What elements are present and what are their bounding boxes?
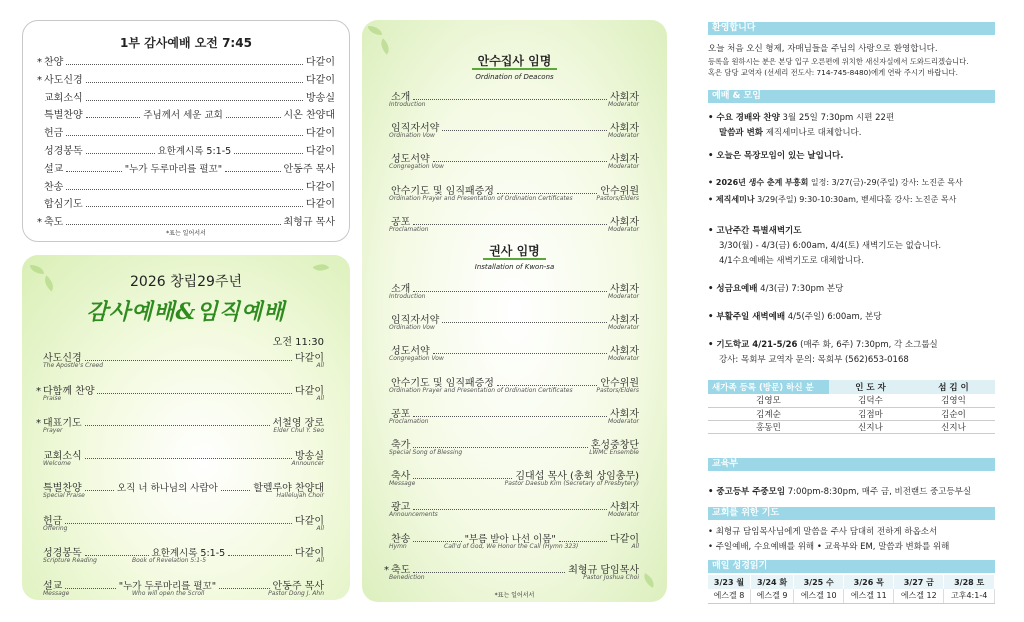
leader-dots [85, 418, 270, 426]
item-leader: 사회자 [610, 315, 639, 327]
item-detail: "누가 두루마리를 펼꼬" [118, 580, 217, 592]
item-leader: 안동주 목사 [283, 163, 335, 175]
item-label: 특별찬양 [44, 110, 83, 122]
item-leader: 사회자 [610, 408, 639, 420]
item-label-english: Message [43, 589, 70, 597]
item-leader: 다같이 [295, 548, 325, 559]
item-label-english: Introduction [389, 101, 426, 108]
leader-dots [221, 483, 250, 491]
reading-day: 3/28 토 [944, 575, 995, 589]
item-leader-english: Elder Chul Y. Seo [273, 427, 324, 434]
leader-dots [225, 164, 280, 172]
item-leader-english: Moderator [608, 511, 639, 519]
newcomer-cell: 신지나 [858, 422, 883, 433]
item-leader: 다같이 [295, 385, 324, 397]
leader-dots [559, 534, 607, 542]
item-leader-english: All [316, 362, 324, 369]
item-label: 헌금 [43, 515, 63, 527]
item-leader: 방송실 [306, 92, 335, 104]
item-leader: 사회자 [610, 502, 639, 514]
item-leader-english: Pastor Joshua Choi [583, 573, 639, 581]
standing-star: * [36, 385, 41, 397]
newcomers-header: 새가족 등록 (방문) 하신 분 [708, 380, 829, 394]
order-row [37, 124, 335, 139]
item-label: 찬송 [44, 181, 64, 193]
prayer-line: • 주일예배, 수요예배를 위해 • 교육부와 EM, 말씀과 변화를 위해 [708, 542, 950, 552]
welcome-line: 오늘 처음 오신 형제, 자매님들을 주님의 사랑으로 환영합니다. [708, 44, 938, 54]
standing-note: *표는 일어서서 [166, 230, 206, 237]
leader-dots [66, 164, 121, 172]
item-leader: 안동주 목사 [272, 580, 324, 592]
leader-dots [86, 110, 141, 118]
leader-dots [86, 146, 155, 154]
reading-day: 3/27 금 [894, 575, 944, 589]
education-header: 교육부 [708, 458, 995, 471]
item-label-english: Message [389, 480, 416, 488]
leader-dots [497, 378, 597, 386]
item-leader-english: Moderator [608, 324, 639, 332]
standing-star: * [36, 418, 41, 429]
prayer-line: • 최형규 담임목사님에게 말씀을 주사 담대히 전하게 하옵소서 [708, 527, 938, 537]
item-leader: 안수위원 [600, 185, 639, 197]
reading-passage: 고후4:1-4 [944, 589, 995, 603]
leader-dots [413, 502, 607, 510]
order-row [36, 512, 324, 527]
item-label-english: Special Praise [43, 492, 85, 499]
item-leader: 사회자 [610, 154, 639, 166]
first-service-card [22, 20, 350, 242]
item-leader: 사회자 [610, 123, 639, 135]
item-label: 축도 [391, 564, 411, 576]
standing-star: * [37, 74, 42, 86]
item-leader: 다같이 [306, 57, 335, 68]
leader-dots [66, 217, 280, 225]
reading-day: 3/23 월 [708, 575, 750, 589]
welcome-line: 혹은 담당 교역자 (선세리 전도사: 714-745-8480)에게 연락 주시기 바랍니다. [708, 68, 958, 77]
item-leader: 시온 찬양대 [283, 110, 335, 122]
item-leader: 다같이 [295, 515, 324, 527]
item-leader: 사회자 [610, 92, 639, 103]
item-label: 성도서약 [391, 154, 430, 166]
item-label: 찬송 [391, 533, 411, 545]
item-label: 헌금 [44, 128, 64, 140]
easter-dawn: • 부활주일 새벽예배 4/5(주일) 6:00am, 본당 [708, 310, 882, 322]
item-leader-english: Moderator [608, 101, 639, 108]
reading-day: 3/24 화 [750, 575, 793, 589]
standing-star: * [384, 564, 389, 576]
item-leader-english: All [316, 557, 324, 564]
item-leader: 김대섭 목사 (총회 상임총무) [515, 471, 639, 483]
anniversary-title: 2026 창립29주년 [130, 274, 242, 290]
reading-day: 3/26 목 [844, 575, 894, 589]
item-label: 합심기도 [44, 199, 83, 211]
calligraphy-title: 감사예배&임직예배 [86, 299, 286, 325]
leader-dots [413, 471, 512, 479]
item-label: 사도신경 [43, 353, 82, 364]
order-row [37, 106, 335, 121]
leader-dots [442, 315, 607, 323]
leader-dots [86, 93, 303, 101]
item-leader: 다같이 [306, 146, 336, 157]
order-row [37, 53, 335, 68]
item-label: 성도서약 [391, 346, 430, 358]
deacons-subtitle: Ordination of Deacons [475, 73, 554, 81]
item-detail-english: Call'd of God, We Honor the Call (Hymn 323) [444, 542, 579, 550]
item-detail: 요한계시록 5:1-5 [151, 548, 226, 559]
item-label-english: Ordination Vow [389, 324, 435, 332]
item-leader: 다같이 [306, 199, 335, 211]
item-label: 설교 [44, 163, 64, 175]
item-label: 안수기도 및 임직패증정 [391, 185, 494, 197]
item-leader: 서철영 장로 [272, 418, 324, 429]
item-leader-english: Moderator [608, 417, 639, 425]
newcomer-cell: 김영익 [941, 396, 966, 407]
item-detail: "부름 받아 나선 이몸" [464, 533, 556, 545]
leader-dots [97, 386, 292, 394]
kwonsa-subtitle: Installation of Kwon-sa [474, 263, 555, 271]
leader-dots [413, 409, 607, 417]
prayer-header: 교회를 위한 기도 [708, 507, 995, 520]
dawn-prayer-detail: 4/1수요예배는 새벽기도로 대체합니다. [719, 256, 864, 266]
reading-passage: 에스겔 11 [844, 589, 894, 603]
item-label: 축가 [391, 440, 411, 451]
order-row [37, 213, 335, 228]
item-label-english: Proclamation [389, 225, 429, 233]
wednesday-worship: • 수요 경배와 찬양 3월 25일 7:30pm 시편 22편 [708, 111, 894, 123]
welcome-line: 등록을 원하시는 분은 본당 입구 오른편에 위치한 새신자실에서 도와드리겠습니다. [708, 57, 969, 66]
item-label: 교회소식 [44, 92, 83, 104]
leader-dots [66, 182, 303, 190]
leader-dots [65, 581, 115, 589]
item-label: 성경봉독 [43, 548, 82, 559]
item-label: 공포 [391, 216, 411, 228]
guide-column-header: 인 도 자 [829, 380, 912, 394]
reading-day: 3/25 수 [794, 575, 844, 589]
reading-passage: 에스겔 10 [794, 589, 844, 603]
item-label-english: Announcements [389, 511, 438, 519]
order-row [37, 142, 335, 157]
item-label-english: Introduction [389, 293, 426, 300]
gatherings-header: 예배 & 모임 [708, 90, 995, 103]
deacon-seminar: • 제직세미나 3/29(주일) 9:30-10:30am, 벧세다홀 강사: 노진준 목사 [708, 194, 956, 205]
leader-dots [497, 186, 597, 194]
wednesday-worship-note: 말씀과 변화 제직세미나로 대체합니다. [719, 128, 862, 138]
item-label-english: Hymn [389, 542, 407, 550]
item-leader-english: Pastors/Elders [596, 194, 639, 202]
leader-dots [433, 154, 607, 162]
prayer-school-detail: 강사: 목회부 교역자 문의: 목회부 (562)653-0168 [719, 355, 909, 365]
item-detail: 주님께서 세운 교회 [143, 110, 223, 122]
reading-header: 매일 성경읽기 [708, 560, 995, 573]
prayer-school: • 기도학교 4/21-5/26 (매주 화, 6주) 7:30pm, 각 소그룹실 [708, 338, 938, 350]
item-detail: 오직 너 하나님의 사람아 [117, 483, 218, 494]
item-leader-english: Moderator [608, 163, 639, 171]
item-leader: 다같이 [306, 74, 335, 86]
item-leader: 다같이 [306, 128, 335, 140]
item-leader-english: Pastor Dong J. Ahn [268, 589, 324, 597]
leader-dots [228, 548, 292, 556]
dawn-prayer-detail: 3/30(월) - 4/3(금) 6:00am, 4/4(토) 새벽기도는 없습니다. [719, 241, 942, 251]
item-label: 교회소식 [43, 450, 82, 462]
item-leader-english: Moderator [608, 225, 639, 233]
item-leader-english: Pastors/Elders [596, 386, 639, 394]
leader-dots [85, 483, 114, 491]
leader-dots [66, 128, 303, 136]
item-leader-english: All [316, 394, 324, 402]
item-label: 찬양 [44, 57, 64, 68]
item-label-english: Congregation Vow [389, 163, 444, 171]
leader-dots [413, 440, 587, 448]
leader-dots [219, 581, 269, 589]
item-label: 광고 [391, 502, 411, 514]
item-label: 안수기도 및 임직패증정 [391, 377, 494, 389]
cell-group-note: • 오늘은 목장모임이 있는 날입니다. [708, 149, 843, 161]
item-leader: 다같이 [610, 533, 639, 545]
item-label: 소개 [391, 92, 411, 103]
newcomer-row [708, 394, 995, 407]
leader-dots [413, 565, 565, 573]
leader-dots [433, 346, 607, 354]
leader-dots [66, 57, 303, 65]
item-detail: "누가 두루마리를 펼꼬" [124, 163, 223, 175]
item-leader-english: LWMC Ensemble [589, 449, 639, 456]
item-label: 소개 [391, 284, 411, 295]
newcomer-cell: 김순이 [941, 409, 966, 420]
newcomer-cell: 김계순 [756, 409, 781, 420]
item-label-english: Benediction [389, 573, 425, 581]
item-detail: 요한계시록 5:1-5 [157, 146, 232, 157]
item-label: 축도 [44, 217, 64, 229]
leader-dots [413, 92, 607, 100]
leader-dots [85, 548, 149, 556]
first-service-title: 1부 감사예배 오전 7:45 [120, 36, 252, 50]
item-label-english: Offering [43, 524, 68, 532]
leader-dots [86, 199, 303, 207]
item-leader: 사회자 [610, 284, 639, 295]
order-row [37, 71, 335, 86]
newcomer-cell: 홍동민 [756, 422, 781, 433]
leader-dots [413, 284, 607, 292]
item-leader-english: Announcer [291, 459, 324, 467]
reading-passage: 에스겔 12 [894, 589, 944, 603]
service-time: 오전 11:30 [272, 337, 324, 348]
welcome-header: 환영합니다 [708, 22, 995, 35]
shepherd-column-header: 섬 김 이 [912, 380, 995, 394]
standing-star: * [37, 57, 42, 68]
item-leader: 최형규 담임목사 [568, 564, 639, 576]
leader-dots [85, 353, 292, 361]
item-label: 설교 [43, 580, 63, 592]
item-leader: 안수위원 [600, 377, 639, 389]
item-leader: 사회자 [610, 216, 639, 228]
revival-meeting: • 2026년 생수 춘계 부흥회 일정: 3/27(금)-29(주일) 강사: 노진준 목사 [708, 177, 963, 188]
deacons-title: 안수집사 임명 [362, 52, 667, 69]
item-leader: 다같이 [295, 353, 324, 364]
newcomer-cell: 김덕수 [858, 396, 883, 407]
item-detail-english: Book of Revelation 5:1-5 [132, 557, 207, 564]
item-leader-english: All [631, 542, 639, 550]
standing-star: * [37, 217, 42, 229]
item-leader: 다같이 [306, 181, 335, 193]
item-leader-english: Moderator [608, 293, 639, 300]
item-label: 대표기도 [43, 418, 82, 429]
newcomer-cell: 김영모 [756, 396, 781, 407]
item-label: 다함께 찬양 [43, 385, 95, 397]
order-row [37, 178, 335, 193]
youth-meeting: • 중고등부 주중모임 7:00pm-8:30pm, 매주 금, 비전랜드 중고등부실 [708, 485, 971, 497]
item-label-english: Welcome [43, 459, 71, 467]
item-leader: 방송실 [295, 450, 324, 462]
newcomers-table [708, 380, 995, 434]
item-label: 특별찬양 [43, 483, 82, 494]
item-label: 축사 [391, 471, 411, 483]
item-leader: 최형규 목사 [283, 217, 335, 229]
item-label: 공포 [391, 408, 411, 420]
newcomer-cell: 김점마 [858, 409, 883, 420]
leader-dots [226, 110, 281, 118]
item-label: 임직자서약 [391, 123, 440, 135]
newcomer-row [708, 407, 995, 420]
leader-dots [65, 516, 292, 524]
bible-reading-table [708, 575, 995, 604]
item-label: 사도신경 [44, 74, 83, 86]
item-leader: 사회자 [610, 346, 639, 358]
item-leader-english: Hallelujah Choir [276, 492, 324, 499]
item-detail-english: Who will open the Scroll [132, 589, 205, 597]
anniversary-service-card [22, 255, 350, 600]
standing-note: *표는 일어서서 [494, 592, 535, 599]
reading-passage: 에스겔 8 [708, 589, 750, 603]
newcomer-cell: 신지나 [941, 422, 966, 433]
item-leader: 혼성중창단 [590, 440, 639, 451]
item-leader-english: Moderator [608, 355, 639, 363]
item-label-english: Congregation Vow [389, 355, 444, 363]
order-row [36, 382, 324, 397]
leaf-decoration-icon [368, 26, 382, 35]
item-leader-english: Moderator [608, 132, 639, 140]
item-label-english: Praise [43, 394, 62, 402]
item-label: 성경봉독 [44, 146, 83, 157]
reading-passage: 에스겔 9 [750, 589, 793, 603]
dawn-prayer: • 고난주간 특별새벽기도 [708, 224, 801, 236]
item-leader-english: All [316, 524, 324, 532]
ordination-card [362, 20, 667, 602]
order-row [37, 195, 335, 210]
item-label-english: Ordination Prayer and Presentation of Ordination Certificates [389, 194, 573, 202]
item-label-english: Proclamation [389, 417, 429, 425]
order-row [36, 447, 324, 462]
leader-dots [86, 75, 303, 83]
order-row [37, 160, 335, 175]
item-label-english: The Apostle's Creed [43, 362, 104, 369]
kwonsa-title: 권사 임명 [362, 242, 667, 259]
item-leader: 할렐루야 찬양대 [253, 483, 325, 494]
item-label-english: Special Song of Blessing [389, 449, 463, 456]
leaf-decoration-icon [641, 573, 658, 588]
item-label-english: Scripture Reading [43, 557, 97, 564]
item-label-english: Ordination Prayer and Presentation of Ordination Certificates [389, 386, 573, 394]
good-friday: • 성금요예배 4/3(금) 7:30pm 본당 [708, 282, 843, 294]
item-label-english: Ordination Vow [389, 132, 435, 140]
leader-dots [413, 217, 607, 225]
leader-dots [85, 451, 292, 459]
item-leader-english: Pastor Daesub Kim (Secretary of Presbytery) [504, 480, 639, 488]
leader-dots [413, 534, 461, 542]
leader-dots [442, 123, 607, 131]
item-label: 임직자서약 [391, 315, 440, 327]
leader-dots [234, 146, 303, 154]
item-label-english: Prayer [43, 427, 63, 434]
order-row [37, 89, 335, 104]
newcomer-row [708, 420, 995, 433]
